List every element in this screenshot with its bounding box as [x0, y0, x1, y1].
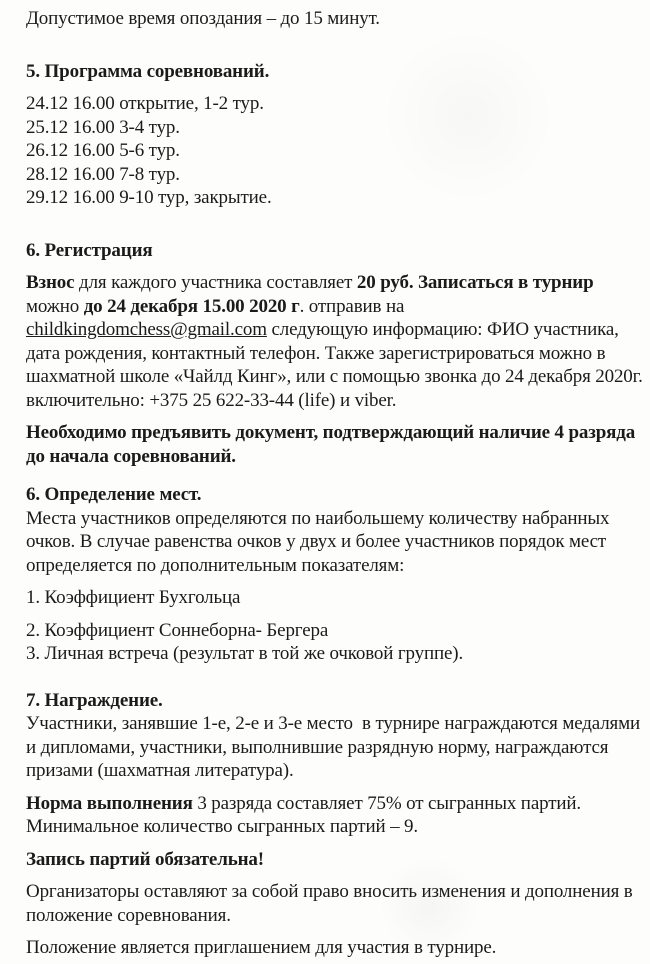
text-line: [26, 736, 638, 760]
text-line: [26, 586, 638, 610]
section-heading: [26, 689, 638, 713]
text-line: [26, 530, 638, 554]
text-run: и дипломами, участники, выполнившие разрядную норму, награждаются: [26, 736, 609, 758]
paragraph: [26, 586, 638, 610]
text-line: [26, 445, 638, 469]
paragraph: [26, 507, 638, 578]
paragraph: [26, 848, 638, 872]
text-run: Допустимое время опоздания – до 15 минут.: [26, 8, 380, 29]
text-run: 24.12 16.00 открытие, 1-2 тур.: [26, 93, 264, 114]
text-run: можно: [26, 295, 84, 317]
text-run: определяется по дополнительным показателям:: [26, 554, 405, 576]
text-run: 26.12 16.00 5-6 тур.: [26, 140, 180, 161]
text-line: [26, 507, 638, 531]
email-link[interactable]: childkingdomchess@gmail.com: [26, 319, 267, 340]
text-run: до 24 декабря 15.00 2020 г: [83, 295, 300, 317]
text-run: Норма выполнения: [26, 792, 193, 814]
text-run: следующую информацию: ФИО участника,: [266, 319, 619, 340]
text-line: [26, 92, 638, 116]
text-line: [26, 880, 638, 904]
text-run: призами (шахматная литература).: [26, 760, 294, 781]
text-run: 5. Программа соревнований.: [26, 60, 270, 82]
text-run: 3. Личная встреча (результат в той же очковой группе).: [26, 643, 464, 664]
text-line: [26, 642, 638, 666]
text-line: [26, 815, 638, 839]
text-line: [26, 295, 638, 319]
text-line: [26, 342, 638, 366]
paragraph: [26, 271, 643, 412]
text-line: [26, 60, 638, 84]
text-run: 2. Коэффициент Соннеборна- Бергера: [26, 619, 329, 641]
text-run: . отправив на: [299, 295, 405, 317]
text-run: Места участников определяются по наибольшему количеству набранных: [26, 507, 610, 529]
text-run: Участники, занявшие 1-е, 2-е и 3-е место в турнире награждаются медалями: [26, 713, 641, 734]
text-run: дата рождения, контактный телефон. Также зарегистрироваться можно в: [26, 342, 606, 364]
paragraph: [26, 421, 638, 468]
text-line: [26, 365, 643, 389]
text-run: 20 руб. Записаться в турнир: [356, 272, 594, 293]
paragraph: [26, 792, 638, 839]
paragraph: [26, 92, 638, 210]
text-run: Запись партий обязательна!: [26, 848, 264, 870]
paragraph: [26, 7, 638, 31]
text-run: включительно: +375 25 622-33-44 (life) и viber.: [26, 389, 397, 411]
text-line: [26, 139, 638, 163]
paragraph: [26, 936, 638, 960]
paragraph: [26, 880, 638, 927]
text-line: [26, 163, 638, 187]
text-line: [26, 759, 638, 783]
text-run: шахматной школе «Чайлд Кинг», или с помощью звонка до 24 декабря 2020г.: [26, 366, 643, 387]
text-line: [26, 186, 638, 210]
text-line: [26, 116, 638, 140]
text-run: до начала соревнований.: [26, 445, 236, 467]
text-line: [26, 689, 638, 713]
paragraph: [26, 619, 638, 666]
text-run: 28.12 16.00 7-8 тур.: [26, 163, 180, 185]
text-line: [26, 792, 638, 816]
section-heading: [26, 60, 638, 84]
text-line: [26, 712, 641, 736]
text-run: 25.12 16.00 3-4 тур.: [26, 116, 180, 138]
text-line: [26, 619, 638, 643]
text-run: 7. Награждение.: [26, 689, 163, 711]
text-run: Взнос: [26, 272, 75, 293]
text-run: очков. В случае равенства очков у двух и более участников порядок мест: [26, 531, 607, 552]
paragraph: [26, 712, 641, 783]
text-run: 1. Коэффициент Бухгольца: [26, 587, 241, 608]
document-body: [26, 7, 643, 960]
text-line: [26, 936, 638, 960]
text-line: [26, 389, 638, 413]
text-line: [26, 239, 638, 263]
text-run: Минимальное количество сыгранных партий – 9.: [26, 816, 418, 837]
text-run: 29.12 16.00 9-10 тур, закрытие.: [26, 187, 272, 208]
text-line: [26, 848, 638, 872]
text-run: для каждого участника составляет: [74, 272, 357, 293]
text-line: [26, 421, 638, 445]
text-line: [26, 554, 638, 578]
text-run: положение соревнования.: [26, 904, 231, 926]
text-run: 3 разряда составляет 75% от сыгранных партий.: [192, 792, 581, 814]
text-line: [26, 904, 638, 928]
text-run: Положение является приглашением для участия в турнире.: [26, 937, 497, 958]
text-run: Организаторы оставляют за собой право вносить изменения и дополнения в: [26, 881, 633, 902]
text-line: [26, 483, 638, 507]
section-heading: [26, 239, 638, 263]
text-run: 6. Регистрация: [26, 239, 153, 261]
text-line: [26, 318, 638, 342]
text-line: [26, 7, 638, 31]
section-heading: [26, 483, 638, 507]
text-run: Необходимо предъявить документ, подтверждающий наличие 4 разряда: [26, 422, 636, 443]
text-line: [26, 271, 638, 295]
text-run: 6. Определение мест.: [26, 484, 202, 505]
